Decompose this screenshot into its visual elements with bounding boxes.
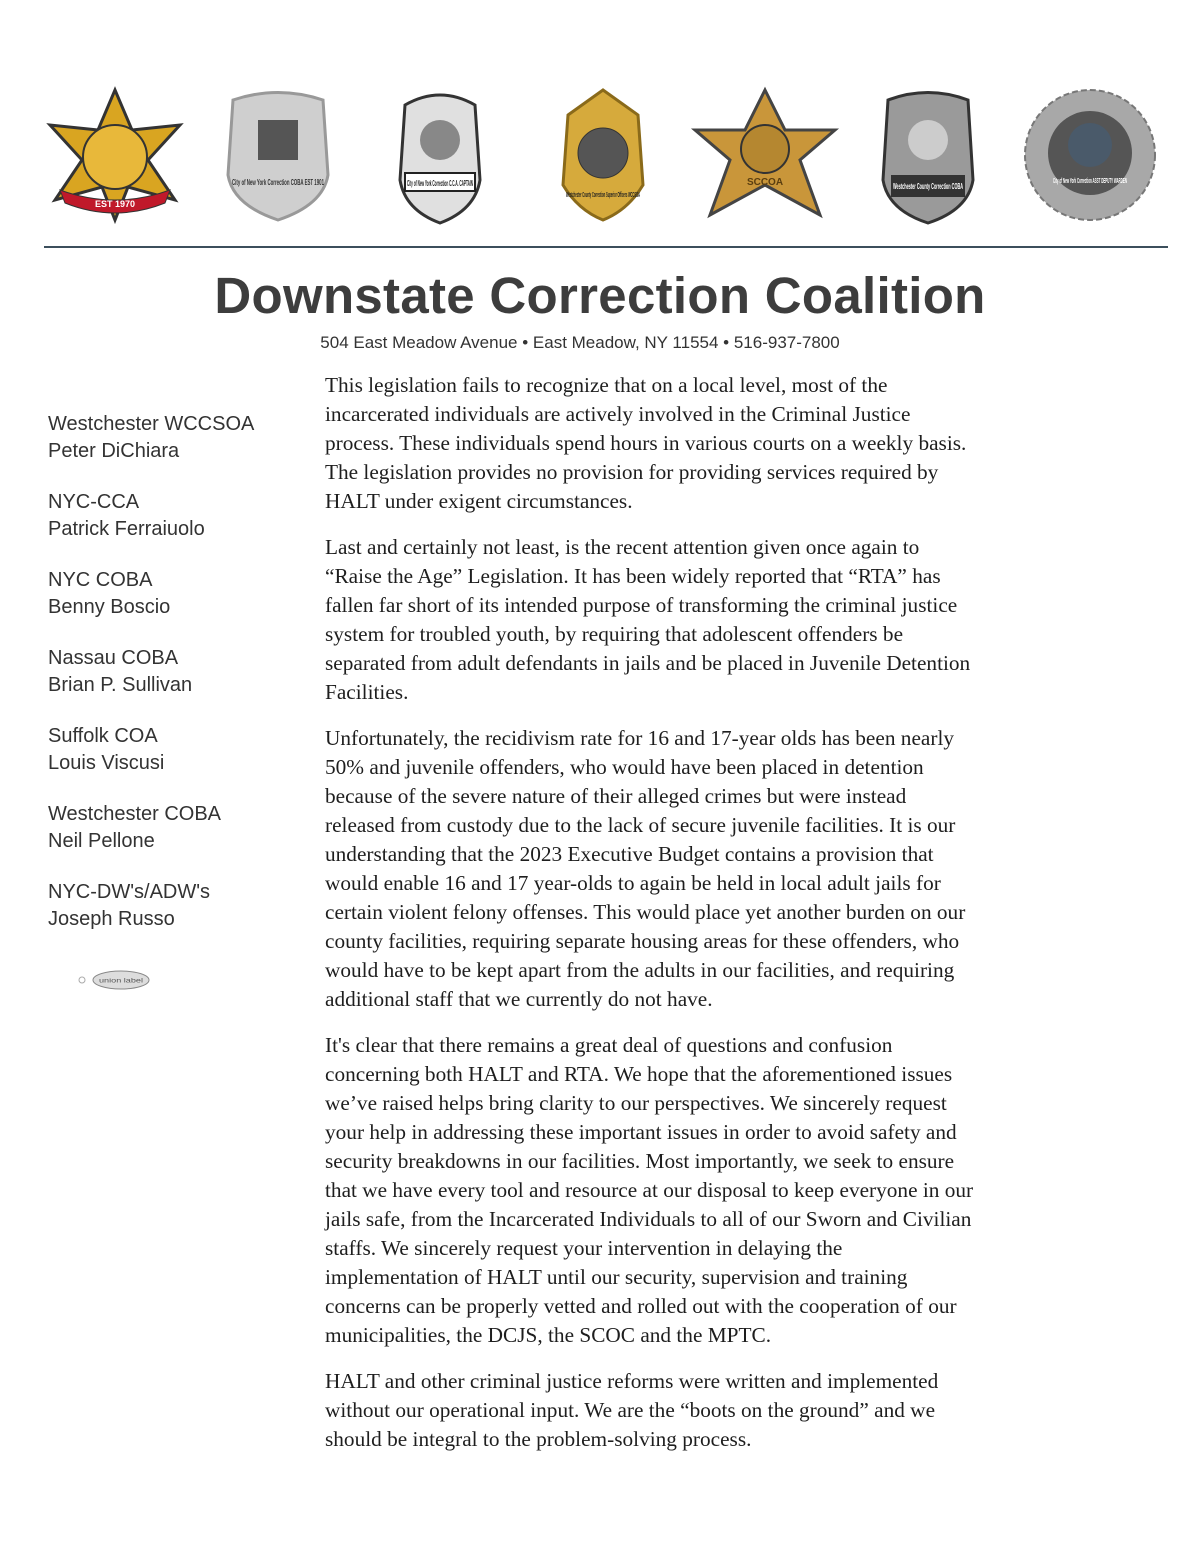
member-entry — [48, 879, 254, 933]
badge-lettering: City of New York Correction C.C.A. CAPTAIN — [407, 179, 474, 188]
text-line: county facilities, requiring separate housing areas for these offenders, who — [325, 929, 960, 953]
text-line: understanding that the 2023 Executive Budget contains a provision that — [325, 842, 934, 866]
badge-lettering: Westchester County Correction Superior Officers WCCSOA — [565, 192, 640, 199]
member-entry — [48, 801, 254, 855]
text-line: fallen far short of its intended purpose of transforming the criminal justice — [325, 593, 958, 617]
header-divider — [44, 246, 1168, 248]
text-line: should be integral to the problem-solving process. — [325, 1427, 752, 1451]
text-line: Unfortunately, the recidivism rate for 16 and 17-year olds has been nearly — [325, 726, 955, 750]
badge-lettering: EST 1970 — [94, 199, 136, 209]
member-entry — [48, 567, 254, 621]
paragraph — [325, 1031, 1055, 1350]
text-line: implementation of HALT until our security, supervision and training — [325, 1265, 908, 1289]
text-line: released from custody due to the lack of secure juvenile facilities. It is our — [325, 813, 956, 837]
member-org: Nassau COBA — [48, 647, 179, 669]
member-entry — [48, 489, 254, 543]
member-name: Louis Viscusi — [48, 752, 165, 774]
text-line: HALT under exigent circumstances. — [325, 489, 633, 513]
text-line: additional staff that we currently do not have. — [325, 987, 713, 1011]
text-line: security breakdowns in our facilities. Most importantly, we seek to ensure — [325, 1149, 955, 1173]
text-line: we’ve raised helps bring clarity to our perspectives. We sincerely request — [325, 1091, 947, 1115]
member-org: NYC-DW's/ADW's — [48, 881, 211, 903]
nyc-adw-badge — [1015, 85, 1165, 225]
nyc-cca-captain-badge — [365, 85, 515, 225]
text-line: Last and certainly not least, is the recent attention given once again to — [325, 535, 920, 559]
text-line: concerns can be properly vetted and rolled out with the cooperation of our — [325, 1294, 957, 1318]
text-line: HALT and other criminal justice reforms were written and implemented — [325, 1369, 939, 1393]
member-name: Joseph Russo — [48, 908, 175, 930]
text-line: staffs. We sincerely request your intervention in delaying the — [325, 1236, 843, 1260]
text-line: without our operational input. We are the “boots on the ground” and we — [325, 1398, 936, 1422]
paragraph — [325, 1367, 1055, 1454]
badge-lettering: City of New York Correction COBA EST 1901 — [231, 178, 324, 187]
text-line: It's clear that there remains a great deal of questions and confusion — [325, 1033, 893, 1057]
member-name: Brian P. Sullivan — [48, 674, 193, 696]
text-line: would enable 16 and 17 year-olds to again be held in local adult jails for — [325, 871, 941, 895]
text-line: 50% and juvenile offenders, who would have been placed in detention — [325, 755, 924, 779]
text-line: concerning both HALT and RTA. We hope that the aforementioned issues — [325, 1062, 953, 1086]
member-org: Suffolk COA — [48, 725, 158, 747]
badge-lettering: City of New York Correction ASST DEPUTY WARDEN — [1053, 178, 1127, 185]
member-org: Westchester COBA — [48, 803, 222, 825]
text-line: would have to be kept apart from the adults in our facilities, and requiring — [325, 958, 955, 982]
page-title: Downstate Correction Coalition — [214, 267, 986, 324]
nyc-coba-badge — [203, 85, 353, 225]
union-bug-logo — [76, 969, 166, 991]
member-name: Neil Pellone — [48, 830, 155, 852]
text-line: jails safe, from the Incarcerated Individuals to all of our Sworn and Civilian — [325, 1207, 972, 1231]
text-line: This legislation fails to recognize that on a local level, most of the — [325, 373, 888, 397]
member-org: NYC COBA — [48, 569, 153, 591]
nys-correction-badge — [40, 85, 190, 225]
text-line: your help in addressing these important issues in order to avoid safety and — [325, 1120, 957, 1144]
letter-body — [325, 371, 1055, 1471]
member-entry — [48, 645, 254, 699]
member-name: Peter DiChiara — [48, 440, 180, 462]
text-line: The legislation provides no provision for providing services required by — [325, 460, 939, 484]
member-entry — [48, 723, 254, 777]
badge-lettering: Westchester County Correction COBA — [892, 182, 963, 191]
member-name: Benny Boscio — [48, 596, 171, 618]
text-line: because of the severe nature of their alleged crimes but were instead — [325, 784, 907, 808]
text-line: system for troubled youth, by requiring that adolescent offenders be — [325, 622, 904, 646]
address: 504 East Meadow Avenue • East Meadow, NY 11554 • 516-937-7800 — [320, 333, 840, 352]
member-org: NYC-CCA — [48, 491, 140, 513]
member-entry — [48, 411, 254, 465]
paragraph — [325, 533, 1055, 707]
badge-lettering: SCCOA — [746, 177, 784, 188]
text-line: municipalities, the DCJS, the SCOC and the MPTC. — [325, 1323, 772, 1347]
paragraph — [325, 724, 1055, 1014]
text-line: incarcerated individuals are actively involved in the Criminal Justice — [325, 402, 911, 426]
text-line: separated from adult defendants in jails and be placed in Juvenile Detention — [325, 651, 971, 675]
suffolk-coa-badge — [690, 85, 840, 225]
text-line: process. These individuals spend hours in various courts on a weekly basis. — [325, 431, 967, 455]
text-line: that we have every tool and resource at our disposal to keep everyone in our — [325, 1178, 974, 1202]
westchester-coba-badge — [853, 85, 1003, 225]
member-name: Patrick Ferraiuolo — [48, 518, 205, 540]
wccsoa-badge — [528, 85, 678, 225]
member-org: Westchester WCCSOA — [48, 413, 255, 435]
text-line: “Raise the Age” Legislation. It has been widely reported that “RTA” has — [325, 564, 941, 588]
text-line: Facilities. — [325, 680, 409, 704]
text-line: certain violent felony offenses. This would place yet another burden on our — [325, 900, 966, 924]
union-bug-lettering: union label — [99, 978, 143, 985]
badge-row — [40, 85, 1165, 225]
member-list — [48, 411, 254, 957]
paragraph — [325, 371, 1055, 516]
